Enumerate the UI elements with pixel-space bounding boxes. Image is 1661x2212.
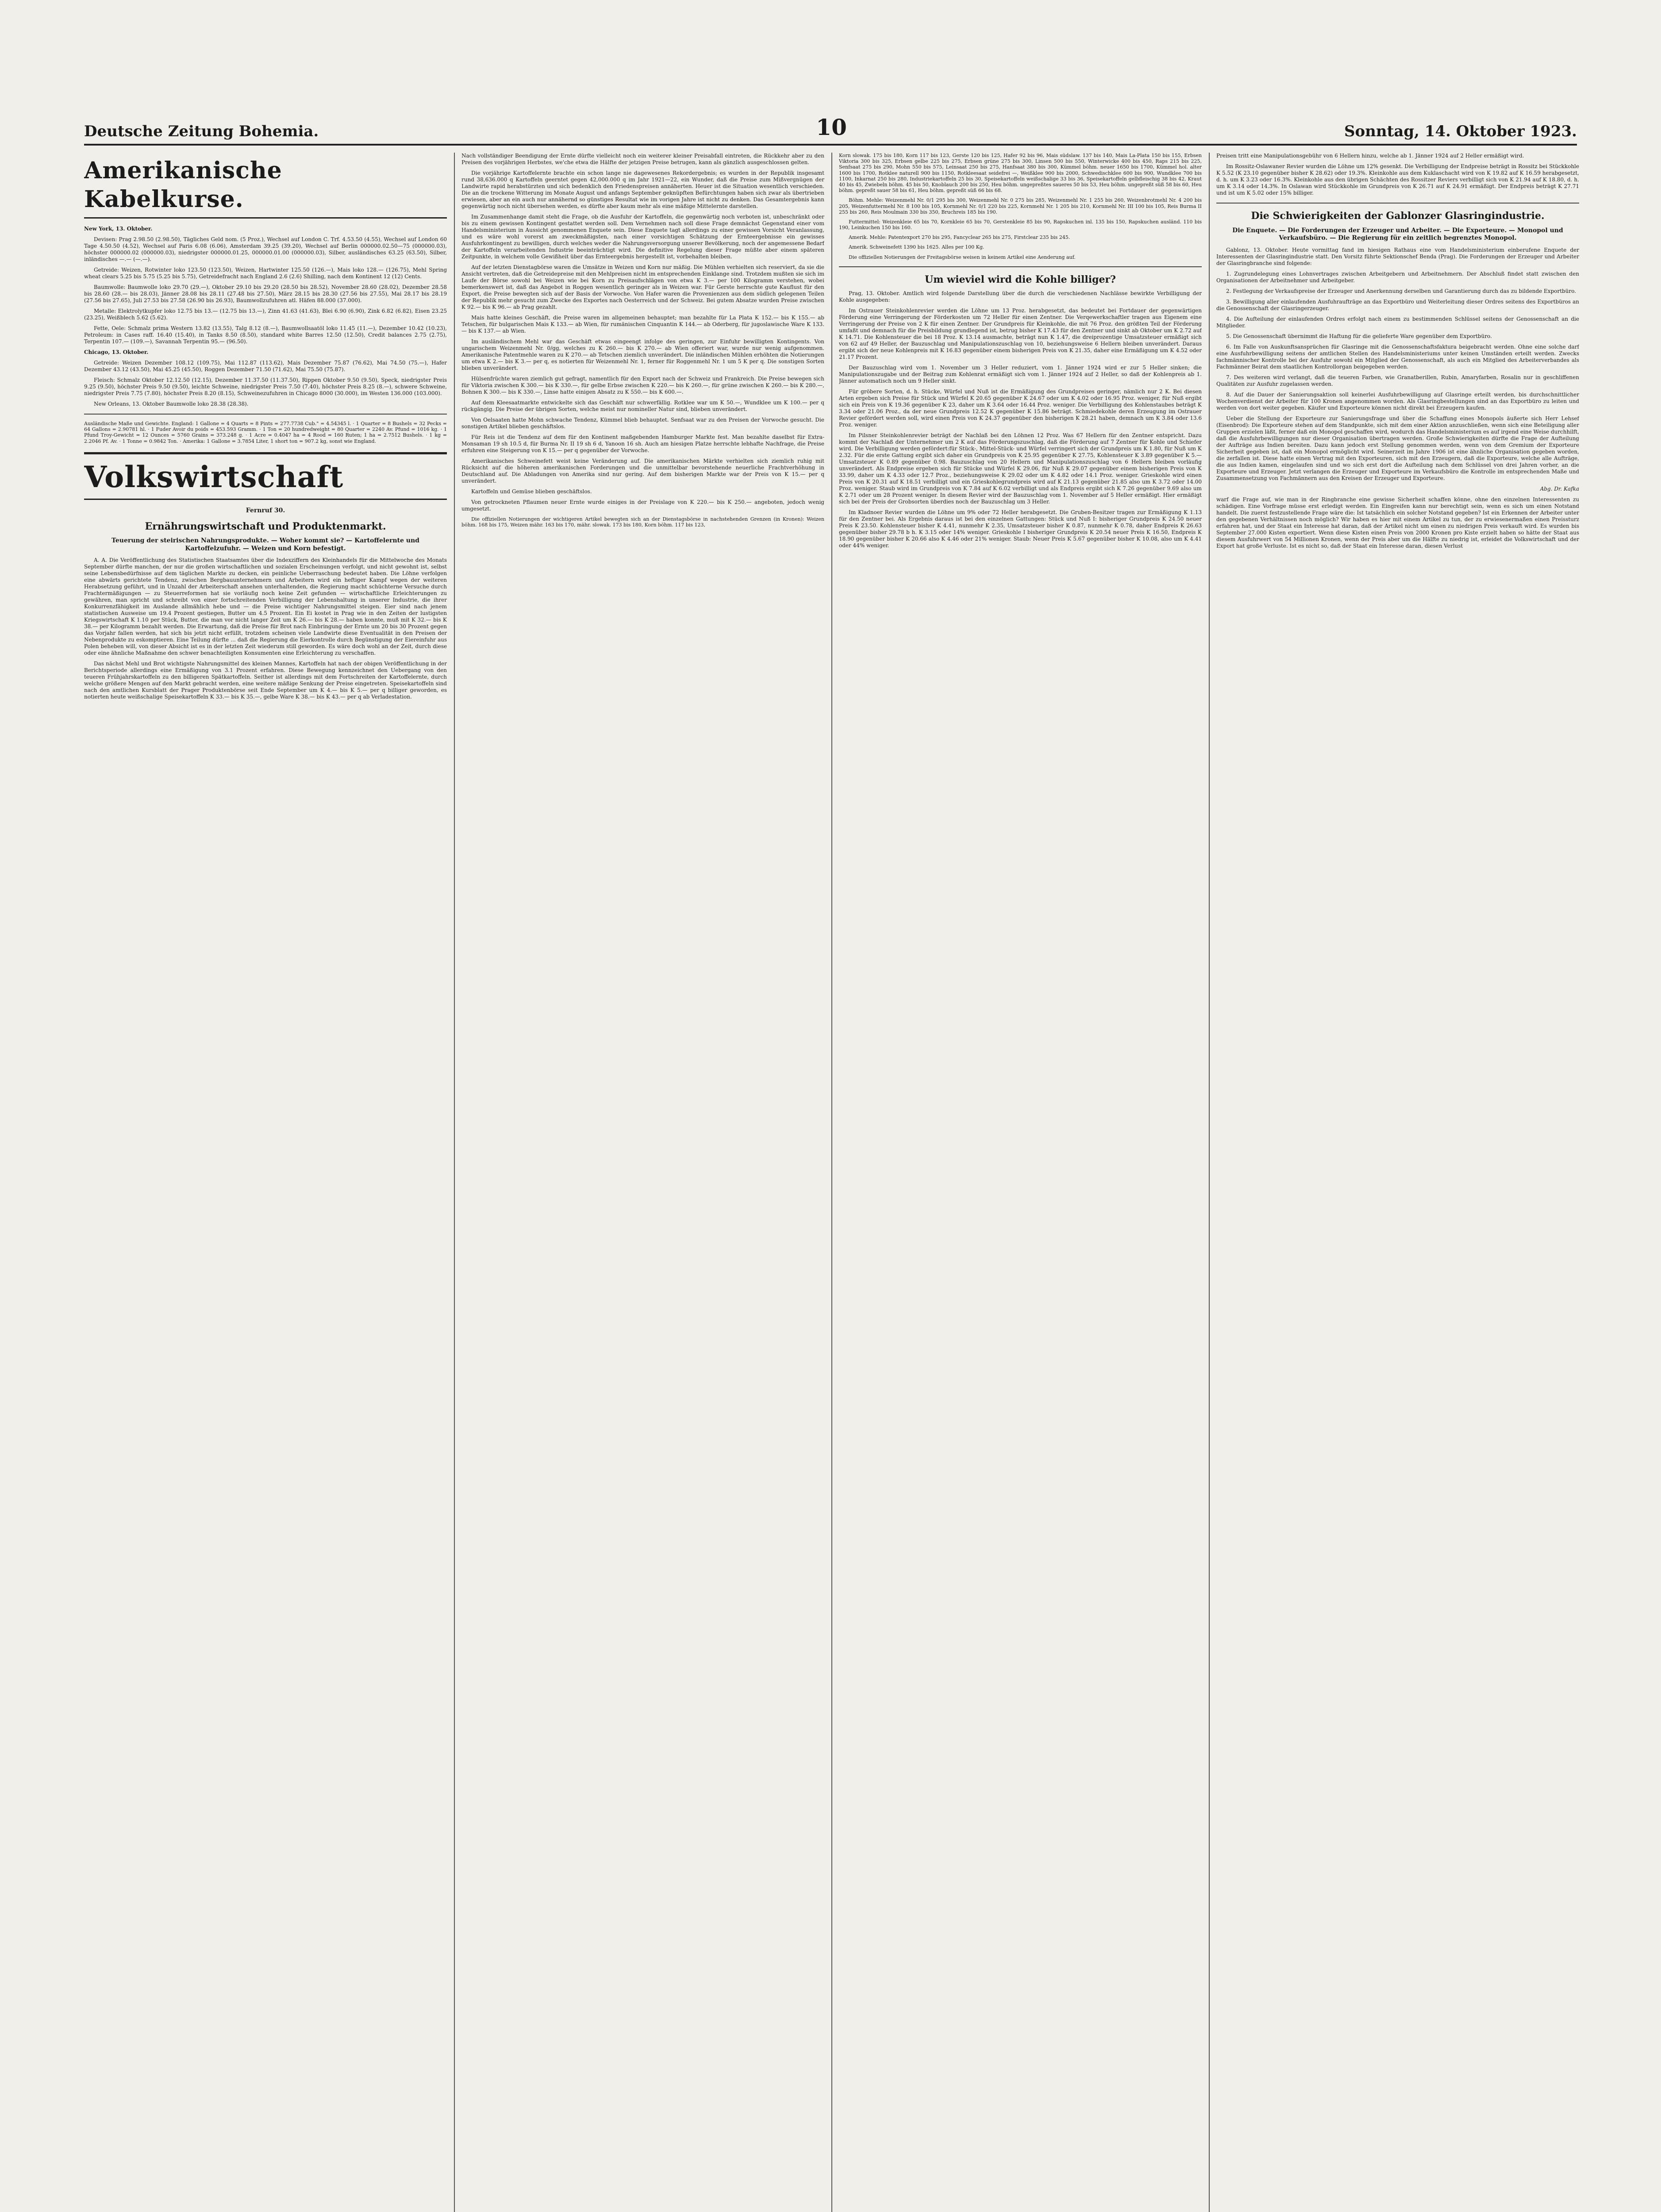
- paragraph: 2. Festlegung der Verkaufspreise der Erzeuger und Anerkennung derselben und Garantierung durch das zu bildende Exportbüro.: [1226, 288, 1576, 294]
- cable-rates-title: Amerikanische Kabelkurse.: [84, 156, 447, 219]
- section-title: Volkswirtschaft: [84, 459, 447, 500]
- paragraph: Im Zusammenhange damit steht die Frage, ob die Ausfuhr der Kartoffeln, die gegenwärtig noch verboten ist, unbeschränkt oder bis zu einem gewissen Kontingent gestattet werden soll. Dem Vernehmen nach soll diese Frage demnächst Gegenstand einer vom Handelsministerium in Aussicht genommenen Enquete sein. Diese Enquete tagt allerdings zu einer gewissen Vorsicht Veranlassung, und es wäre wohl vorerst am zweckmäßigsten, nach einer vorsichtigen Schätzung der Ernteergebnisse ein gewisses Ausfuhrkontingent zu bewilligen, durch welches weder die Nahrungsversorgung unserer Bevölkerung, noch der angemessene Bedarf der Kartoffeln verarbeitenden Industrie beeinträchtigt wird. Die definitive Regelung dieser Frage müßte aber einem späteren Zeitpunkte, in welchem volle Gewißheit über das Ernteergebnis hergestellt ist, vorbehalten bleiben.: [461, 214, 824, 260]
- article-subtitle: Die Enquete. — Die Forderungen der Erzeuger und Arbeiter. — Die Exporteure. — Monopol und Verkaufsbüro. — Die Regierung für ein zeitlich begrenztes Monopol.: [1232, 227, 1563, 242]
- price-list: Korn slowak. 175 bis 180, Korn 117 bis 123, Gerste 120 bis 125, Hafer 92 bis 96, Mais südslaw. 137 bis 140, Mais La-Plata 150 bis 155, Erbsen Viktoria 300 bis 325, Erbsen gelbe 225 bis 275, Erbsen grüne 275 bis 300, Linsen 500 bis 550, Winterwicke 400 bis 450, Raps 215 bis 225, Senfsaat 275 bis 290, Mohn 550 bis 575, Leinsaat 250 bis 275, Hanfsaat 380 bis 300, Kümmel böhm. neuer 1650 bis 1700, Kümmel hol. alter 1600 bis 1700, Rotklee naturell 900 bis 1150, Rotkleesaat seidefrei —, Weißklee 900 bis 2000, Schwedischklee 600 bis 900, Wundklee 700 bis 1100, Inkarnat 250 bis 280, Industriekartoffeln 25 bis 30, Speisekartoffeln weißschalige 33 bis 36, Speisekartoffeln gelbfleischig 38 bis 42, Kraut 40 bis 45, Zwiebeln böhm. 45 bis 50, Knoblauch 200 bis 250, Heu böhm. ungepreßtes saueres 50 bis 53, Heu böhm. ungepreßt süß 58 bis 60, Heu böhm. gepreßt sauer 58 bis 61, Heu böhm. gepreßt süß 66 bis 68.: [839, 153, 1202, 194]
- paragraph: 3. Bewilligung aller einlaufenden Ausfuhraufträge an das Exportbüro und Weiterleitung dieser Ordres seitens des Exportbüros an die Genossenschaft der Glasringerzeuger.: [1216, 298, 1579, 311]
- paragraph: Im Pilsner Steinkohlenrevier beträgt der Nachlaß bei den Löhnen 12 Proz. Was 67 Hellern für den Zentner entspricht. Dazu kommt der Nachlaß der Unternehmer um 2 K auf das Förderungszuschlag, daß die Förderung auf 7 Zentner für Kohle und Schiefer wird. Die Verbilligung werden gefördert:für Stück-, Mittel-Stück- und Würfel verringert sich der Grundpreis um K 1.80, für Nuß um K 2.32. Für die erste Gattung ergibt sich daher ein Grundpreis von K 25.95 gegenüber K 27.75, Kohlensteuer K 3.89 gegenüber K 5.— Umsatzsteuer K 0.89 gegenüber 0.98. Bauzuschlag von 20 Hellern und Manipulationszuschlag von 6 Hellern bleiben vorläufig unverändert. Als Endpreise ergeben sich für Stücke und Würfel K 29.06, für Nuß K 29.07 gegenüber einem bisherigen Preis von K 33.99, daher um K 4.33 oder 12.7 Proz., beziehungsweise K 29.02 oder um K 4.82 oder 14.1 Proz. weniger. Grieskohle wird einen Preis von K 20.31 auf K 18.51 verbilligt und ein Grieskohlegrundpreis wird auf K 21.13 gegenüber 21.85 also um K 3.72 oder 14.00 Proz. weniger. Staub wird im Grundpreis von K 7.84 auf K 6.02 verbilligt und als Endpreis ergibt sich K 7.26 gegenüber 9.69 also um K 2.71 oder um 28 Prozent weniger. In diesem Revier wird der Bauzuschlag vom 1. November auf 5 Heller ermäßigt. Hier ermäßigt sich bei der Preis der Grobsorten überdies noch der Bauzuschlag um 3 Heller.: [839, 432, 1202, 505]
- paragraph: Getreide: Weizen, Rotwinter loko 123.50 (123.50), Weizen, Hartwinter 125.50 (126.—), Mais loko 128.— (126.75), Mehl Spring wheat clears 5.25 bis 5.75 (5.25 bis 5.75), Getreidefracht nach England 2.6 (2.6) Shilling, nach dem Kontinent 12 (12) Cents.: [84, 267, 447, 280]
- column-1: [84, 153, 447, 2212]
- paragraph: A. A. Die Veröffentlichung des Statistischen Staatsamtes über die Indexziffern des Kleinhandels für die Mittelwoche des Monats September dürfte manchen, der nur die großen wirtschaftlichen und sozialen Erscheinungen verfolgt, und nicht gewohnt ist, selbst seine Lebensbedürfnisse auf dem täglichen Markte zu decken, ein peinliche Ueberraschung bedeutet haben. Die Löhne verfolgen eine abwärts gerichtete Tendenz, zwischen Bergbauunternehmern und Arbeitern wird ein heftiger Kampf wegen der weiteren Herabsetzung geführt, und in Unzahl der Arbeiterschaft ansehen unterhaltenden, die Regierung macht schüchterne Versuche durch Frachtermäßigungen — zu Steuerreformen hat sie vorläufig noch keine Zeit gefunden — wirtschaftliche Erleichterungen zu gewähren, man spricht und schreibt von einer fortschreitenden Verbilligung der Lebenshaltung in unserer Industrie, die ihrer Konkurrenzfähigkeit im Auslande allmählich hebe und — die Preise wichtiger Nahrungsmittel steigen. Eier sind nach jenem statistischen Ausweise um 19.4 Prozent gestiegen, Butter um 4.5 Prozent. Ein Ei kostet in Prag wie in den Zeiten der lustigsten Kriegswirtschaft K 1.10 per Stück, Butter, die man vor nicht langer Zeit um K 26.— bis K 28.— haben konnte, muß mit K 32.— bis K 38.— per Kilogramm bezahlt werden. Die Erwartung, daß die Preise für Brot nach Einbringung der Ernte um 20 bis 30 Prozent gegen das Vorjahr fallen werden, hat sich bis jetzt nicht erfüllt, trotzdem scheinen viele Landwirte diese Eventualität in den Preisen der Nebenprodukte zu eskomptieren. Eine Teilung dürfte ... daß die Regierung die Eierkontrolle durch Begünstigung der Eiereinfuhr aus Polen beheben will, von dieser Absicht ist es in der letzten Zeit wiederum still geworden. Es wäre doch wohl an der Zeit, durch diese oder eine ähnliche Maßnahme den schwer benachteiligten Konsumenten eine Erleichterung zu verschaffen.: [84, 557, 447, 657]
- article-columns: [84, 153, 1580, 2212]
- paragraph: Gablonz, 13. Oktober. Heute vormittag fand im hiesigen Rathaus eine vom Handelsministerium einberufene Enquete der Interessenten der Glasringindustrie statt. Den Vorsitz führte Sektionschef Benda (Prag). Die Forderungen der Erzeuger und Arbeiter der Glasringbranche sind folgende:: [1216, 246, 1579, 266]
- paragraph: Kartoffeln und Gemüse blieben geschäftslos.: [471, 488, 592, 495]
- measures-note: Ausländische Maße und Gewichte. England: 1 Gallone = 4 Quarts = 8 Pints = 277.7738 Cub." = 4.54345 l. · 1 Quarter = 8 Bushels = 32 Pecks = 64 Gallons = 2.90781 hl. · 1 Fuder Avoir du poids = 453.593 Gramm. · 1 Ton = 20 hundredweight = 80 Quarter = 2240 Av. Pfund = 1016 kg. · 1 Pfund Troy-Gewicht = 12 Ounces = 5760 Grains = 373.248 g. · 1 Acre = 0.4047 ha = 4 Rood = 160 Ruten; 1 ha = 2.7512 Bushels. · 1 kg = 2.2046 Pf. Av. · 1 Tonne = 0.9842 Ton. · Amerika: 1 Gallone = 3.7854 Liter, 1 short ton = 907.2 kg, sonst wie England.: [84, 421, 447, 444]
- paragraph: Prag, 13. Oktober. Amtlich wird folgende Darstellung über die durch die verschiedenen Nachlässe bewirkte Verbilligung der Kohle ausgegeben:: [839, 290, 1202, 303]
- paragraph: Das nächst Mehl und Brot wichtigste Nahrungsmittel des kleinen Mannes, Kartoffeln hat nach der obigen Veröffentlichung in der Berichtsperiode allerdings eine Ermäßigung von 3.1 Prozent erfahren. Diese Bewegung kennzeichnet den Uebergang von den teueren Frühjahrskartoffeln zu den billigeren Spätkartoffeln. Seither ist allerdings mit dem Fortschreiten der Kartoffelernte, durch welche größere Mengen auf den Markt gebracht werden, eine weitere mäßige Senkung der Preise eingetreten. Speisekartoffeln sind nach den amtlichen Kursblatt der Prager Produktenbörse seit Ende September um K 4.— bis K 5.— per q billiger geworden, es notierten heute weißschalige Speisekartoffeln K 33.— bis K 35.—, gelbe Ware K 38.— bis K 43.— per q ab Verladestation.: [84, 661, 447, 700]
- paragraph: Für gröbere Sorten, d. h. Stücke, Würfel und Nuß ist die Ermäßigung des Grundpreises geringer, nämlich nur 2 K. Bei diesen Arten ergeben sich Preise für Stück und Würfel K 20.65 gegenüber K 24.67 oder um K 4.02 oder 16.95 Proz. weniger, für Nuß ergibt sich ein Preis von K 19.36 gegenüber K 23, daher um K 3.64 oder 16.44 Proz. weniger. Die Verbilligung des Kohlenstaubes beträgt K 3.34 oder 21.06 Proz., da der neue Grundpreis 12.52 K gegenüber K 15.86 beträgt. Schmiedekohle deren Erzeugung im Ostrauer Revier gefördert werden soll, wird einen Preis von K 24.37 gegenüber den bisherigen K 28.21 haben, demnach um K 3.84 oder 13.6 Proz. weniger.: [839, 388, 1202, 428]
- column-4: [1216, 153, 1579, 2212]
- paragraph: 8. Auf die Dauer der Sanierungsaktion soll keinerlei Ausfuhrbewilligung auf Glasringe erteilt werden, bis durchschnittlicher Wochenverdienst der Arbeiter für 100 Kronen angenommen worden. Als Glasringbestellungen sind an das Exportbüro zu leiten und werden von dort weiter gegeben. Käufer und Exporteure können nicht direkt bei Erzeugern kaufen.: [1216, 391, 1579, 411]
- article-subtitle: Teuerung der steirischen Nahrungsprodukte. — Woher kommt sie? — Kartoffelernte und Kartoffelzufuhr. — Weizen und Korn befestigt.: [112, 537, 419, 552]
- divider: [84, 414, 447, 415]
- article-title: Ernährungswirtschaft und Produktenmarkt.: [145, 520, 386, 532]
- dateline: Chicago, 13. Oktober.: [84, 349, 149, 355]
- price-list: Futtermittel: Weizenkleie 65 bis 70, Kornkleie 65 bis 70, Gerstenkleie 85 bis 90, Rapskuchen inl. 135 bis 150, Rapskuchen ausländ. 110 bis 190, Leinkuchen 150 bis 160.: [839, 219, 1202, 231]
- column-rule: [454, 153, 455, 2212]
- paragraph: Baumwolle: Baumwolle loko 29.70 (29.—), Oktober 29.10 bis 29.20 (28.50 bis 28.52), November 28.60 (28.02), Dezember 28.58 bis 28.60 (28.— bis 28.03), Jänner 28.08 bis 28.11 (27.48 bis 27.50), März 28.15 bis 28.30 (27.56 bis 27.55), Mai 28.17 bis 28.19 (27.56 bis 27.65), Juli 27.53 bis 27.58 (26.90 bis 26.93), Baumwollzufuhren atl. Häfen 88.000 (37.000).: [84, 284, 447, 303]
- column-rule: [1209, 153, 1210, 2212]
- paragraph: Mais hatte kleines Geschäft, die Preise waren im allgemeinen behauptet; man bezahlte für La Plata K 152.— bis K 155.— ab Tetschen, für bulgarischen Mais K 133.— ab Wien, für rumänischen Cinquantin K 144.— ab Oderberg, für jugoslawische Ware K 133.— bis K 137.— ab Wien.: [461, 315, 824, 334]
- paragraph: Von Oelsaaten hatte Mohn schwache Tendenz, Kümmel blieb behauptet. Senfsaat war zu den Preisen der Vorwoche gesucht. Die sonstigen Artikel blieben geschäftslos.: [461, 417, 824, 430]
- paragraph: Im Kladnoer Revier wurden die Löhne um 9% oder 72 Heller herabgesetzt. Die Gruben-Besitzer tragen zur Ermäßigung K 1.13 für den Zentner bei. Als Ergebnis daraus ist bei den einzelnen Gattungen: Stück und Nuß I: bisheriger Grundpreis K 24.50 neuer Preis K 23.50. Kohlensteuer bisher K 4.41, nunmehr K 2.35, Umsatzsteuer bisher K 0.87, nunmehr K 0.78, daher Endpreis K 26.63 gegenüber bisher 29.78 b h. K 3.15 oder 14% weniger. Grieskohle I bisheriger Grundpreis K 20.54 neuer Preis K 16.50, Endpreis K 18.90 gegenüber bisher K 20.66 also K 4.46 oder 21% weniger. Staub: Neuer Preis K 5.67 gegenüber bisher K 10.08, also um K 4.41 oder 44% weniger.: [839, 509, 1202, 549]
- paragraph: Ueber die Stellung der Exporteure zur Sanierungsfrage und über die Schaffung eines Monopols äußerte sich Herr Lehsef (Eisenbrod): Die Exporteure stehen auf dem Standpunkte, sich mit dem einer Aktion anzuschließen, wenn sich eine Beteiligung aller Gruppen erzielen läßt, ferner daß ein Monopol geschaffen wird, wodurch das Handelsministerium es auf irgend eine Weise durchhilft, daß die Ausfuhrbewilligungen nur dieser Organisation übertragen werden. Große Schwierigkeiten dürfte die Frage der Aufteilung der Aufträge aus Indien bereiten. Dazu kann jedoch erst Stellung genommen werden, wenn von dem Gremium der Exporteure Sicherheit gegeben ist, daß ein Monopol ermöglicht wird. Seinerzeit im Jahre 1906 ist eine ähnliche Organisation gegeben worden, die zerfallen ist. Diese hatte einen Vertrag mit den Exporteuren, sich mit den Erzeugern, daß die Exporteure, welche alle Aufträge, die aus Indien kamen, eingelaufen sind und wo sich erst dort die Aufteilung nach dem Schlüssel von drei Jahren vorher, an die Exporteure und Erzeuger. Jetzt verlangen die Erzeuger und Exporteure im Verkaufsbüro die Kontrolle im entsprechenden Maße und Zusammensetzung von Fachmännern aus den Kreisen der Erzeuger und Exporteure.: [1216, 415, 1579, 481]
- price-note: Die offiziellen Notierungen der wichtigeren Artikel bewegten sich an der Dienstagsbörse in nachstehenden Grenzen (in Kronen): Weizen böhm. 168 bis 175, Weizen mähr. 163 bis 170, mähr. slowak. 173 bis 180, Korn böhm. 117 bis 123,: [461, 516, 824, 528]
- paragraph: Fleisch: Schmalz Oktober 12.12.50 (12.15), Dezember 11.37.50 (11.37.50), Rippen Oktober 9.50 (9.50), Speck, niedrigster Preis 9.25 (9.50), höchster Preis 9.50 (9.50), leichte Schweine, niedrigster Preis 7.50 (7.40), höchster Preis 8.25 (8.—), schwere Schweine, niedrigster Preis 7.75 (7.80), höchster Preis 8.20 (8.15), Schweinezufuhren in Chicago 8000 (30.000), im Westen 136.000 (103.000).: [84, 377, 447, 396]
- paragraph: Hülsenfrüchte waren ziemlich gut gefragt, namentlich für den Export nach der Schweiz und Frankreich. Die Preise bewegen sich für Viktoria zwischen K 300.— bis K 330.—, für gelbe Erbse zwischen K 220.— bis K 260.—, für grüne zwischen K 260.— bis K 280.—, Bohnen K 300.— bis K 330.—, Linse hatte einigen Absatz zu K 550.— bis K 600.—.: [461, 376, 824, 395]
- paragraph: Für Reis ist die Tendenz auf dem für den Kontinent maßgebenden Hamburger Markte fest. Man bezahlte daselbst für Extra-Monsaman 19 sh 10.5 d, für Burma Nr. II 19 sh 6 d, Yanoon 16 sh. Auch am hiesigen Platze herrschte lebhafte Nachfrage, die Preise erfuhren eine Steigerung von K 15.— per q gegenüber der Vorwoche.: [461, 434, 824, 453]
- divider: [1216, 203, 1579, 204]
- dateline: New York, 13. Oktober.: [84, 226, 153, 232]
- column-3: [839, 153, 1202, 2212]
- article-title: Um wieviel wird die Kohle billiger?: [925, 273, 1116, 285]
- paragraph: 4. Die Aufteilung der einlaufenden Ordres erfolgt nach einem zu bestimmenden Schlüssel seitens der Genossenschaft an die Mitglieder.: [1216, 315, 1579, 329]
- price-list: Böhm. Mehle: Weizenmehl Nr. 0/1 295 bis 300, Weizenmehl Nr. 0 275 bis 285, Weizenmehl Nr. 1 255 bis 260, Weizenbrotmehl Nr. 4 200 bis 205, Weizenfuttermehl Nr. 8 100 bis 105, Kornmehl Nr. 0/1 220 bis 225, Kornmehl Nr. 1 205 bis 210, Kornmehl Nr. III 100 bis 105, Reis Burma II 255 bis 260, Reis Moulmain 330 bis 350, Bruchreis 185 bis 190.: [839, 197, 1202, 215]
- paragraph: Preisen tritt eine Manipulationsgebühr von 6 Hellern hinzu, welche ab 1. Jänner 1924 auf 2 Heller ermäßigt wird.: [1216, 153, 1524, 159]
- paragraph: Die vorjährige Kartoffelernte brachte ein schon lange nie dagewesenes Rekordergebnis; es wurden in der Republik insgesamt rund 38,636.000 q Kartoffeln geerntet gegen 42,000.000 q im Jahr 1921—22, ein Wunder, daß die Preise zum Mißvergnügen der Landwirte rapid herabstürzten und sich bedenklich den Friedenspreisen annäherten. Heuer ist die Situation wesentlich verschieden. Die an die trockene Witterung im Monate August und anfangs September geknüpften Befürchtungen haben sich zwar als übertrieben erwiesen, aber an ein auch nur annähernd so günstiges Resultat wie im vorigen Jahre ist nicht zu denken. Das Gesamtergebnis kann gegenwärtig noch nicht übersehen werden, es dürfte aber kaum mehr als eine mäßige Mittelernte darstellen.: [461, 170, 824, 209]
- page-number: 10: [816, 114, 847, 140]
- newspaper-name: Deutsche Zeitung Bohemia.: [84, 123, 319, 140]
- column-rule: [831, 153, 832, 2212]
- issue-date: Sonntag, 14. Oktober 1923.: [1344, 123, 1577, 140]
- paragraph: Devisen: Prag 2.98.50 (2.98.50), Tägliches Geld nom. (5 Proz.), Wechsel auf London C. Trf. 4.53.50 (4.55), Wechsel auf London 60 Tage 4.50.50 (4.52), Wechsel auf Paris 6.08 (6.06), Amsterdam 39.25 (39.20), Wechsel auf Berlin 000000.02.50—75 (000000.03), höchster 000000.02 (000000.03), niedrigster 000000.01.25, 000000.01.00 (000000.03), Silber, ausländisches 63.25 (63.50), Silber, inländisches —.— (—.—).: [84, 236, 447, 262]
- paragraph: 7. Des weiteren wird verlangt, daß die teueren Farben, wie Granatberillen, Rubin, Amaryfarben, Rosalin nur in geschliffenen Qualitäten zur Ausfuhr zugelassen werden.: [1216, 374, 1579, 387]
- paragraph: Im ausländischem Mehl war das Geschäft etwas eingeengt infolge des geringen, zur Einfuhr bewilligten Kontingents. Von ungarischem Weizenmehl Nr. 0/gg, welches zu K 260.— bis K 270.— ab Wien offeriert war, wurde nur wenig aufgenommen. Amerikanische Patentmehle waren zu K 270.— ab Tetschen ziemlich unverändert. Die inländischen Mühlen erhöhten die Notierungen um etwa K 2.— bis K 3.— per q, es notierten für Weizenmehl Nr. 1, ferner für Roggenmehl Nr. 1 um 5 K per q. Die sonstigen Sorten blieben unverändert.: [461, 338, 824, 371]
- paragraph: 1. Zugrundelegung eines Lohnvertrages zwischen Arbeitgebern und Arbeitnehmern. Der Abschluß findet statt zwischen den Organisationen der Arbeitnehmer und Arbeitgeber.: [1216, 270, 1579, 284]
- price-note: Die offiziellen Notierungen der Freitagsbörse weisen in keinem Artikel eine Aenderung auf.: [849, 254, 1076, 260]
- paragraph: Nach vollständiger Beendigung der Ernte dürfte vielleicht noch ein weiterer kleiner Preisabfall eintreten, die Rückkehr aber zu den Preisen des vorjährigen Herbstes, we'che etwa die Hälfte der jetzigen Preise betrugen, kann als gänzlich ausgeschlossen gelten.: [461, 153, 824, 165]
- price-list: Amerik. Schweinefett 1390 bis 1625. Alles per 100 Kg.: [849, 244, 984, 250]
- paragraph: Auf der letzten Dienstagbörse waren die Umsätze in Weizen und Korn nur mäßig. Die Mühlen verhielten sich reserviert, da sie die Ansicht vertreten, daß die Getreidepreise mit den Mehlpreisen nicht im entsprechenden Einklange sind. Trotzdem mußten sie sich im Laufe der Börse sowohl bei Weizen wie bei Korn zu Preisaufschlägen von etwa K 3.— per 100 Kilogramm verstehen, wobei bemerkenswert ist, daß das Angebot in Roggen wesentlich geringer als in Weizen war. Für Gerste herrschte gute Kauflust für den Export, die Preise bewegten sich auf der Basis der Vorwoche. Von Hafer waren die Provenienzen aus dem südlich gelegenen Teilen der Republik mehr gesucht zum Zwecke des Exportes nach Oesterreich und der Schweiz. Bei gutem Absatze wurden Preise zwischen K 92.— bis K 96.— ab Prag gezahlt.: [461, 264, 824, 310]
- paragraph: Getreide: Weizen Dezember 108.12 (109.75), Mai 112.87 (113.62), Mais Dezember 75.87 (76.62), Mai 74.50 (75.—), Hafer Dezember 43.12 (43.50), Mai 45.25 (45.50), Roggen Dezember 71.50 (71.62), Mai 75.50 (75.87).: [84, 360, 447, 373]
- price-list: Amerik. Mehle: Patentexport 270 bis 295, Fancyclear 265 bis 275, Firstclear 235 bis 245.: [849, 234, 1070, 241]
- divider: [839, 266, 1202, 267]
- paragraph: Im Rossitz-Oslawaner Revier wurden die Löhne um 12% gesenkt. Die Verbilligung der Endpreise beträgt in Rossitz bei Stückkohle K 5.52 (K 23.10 gegenüber bisher K 28.62) oder 19.3%. Kleinkohle aus dem Kuklaschacht wird von K 19.82 auf K 16.59 herabgesetzt, d. h. um K 3.23 oder 16.3%. Kleinkohle aus den übrigen Schächten des Rossitzer Reviers verbilligt sich von K 21.94 auf K 18.80, d. h. um K 3.14 oder 14.3%. In Oslawan wird Stückkohle im Grundpreis von K 26.71 auf K 24.91 ermäßigt. Der Endpreis beträgt K 27.71 und ist um K 5.02 oder 15% billiger.: [1216, 163, 1579, 196]
- speaker-name: Abg. Dr. Kafka: [1540, 485, 1579, 492]
- paragraph: Im Ostrauer Steinkohlenrevier werden die Löhne um 13 Proz. herabgesetzt, das bedeutet bei Fortdauer der gegenwärtigen Förderung eine Verringerung der Förderkosten um 72 Heller für einen Zentner. Die Verqewerkschaftler tragen aus Eigenem eine Verringerung der Preise von 2 K für einen Zentner. Der Grundpreis für Kleinkohle, die mit 76 Proz. den größten Teil der Förderung umfaßt und demnach für die Preisbildung grundlegend ist, betrug bisher K 17.43 für den Zentner und sinkt ab Oktober um K 2.72 auf K 14.71. Die Kohlensteuer die bei 18 Proz. K 13.14 ausmachte, beträgt nun K 1.47, die dreiprozentige Umsatzsteuer ermäßigt sich von 62 auf 49 Heller, der Bauzuschlag und Manipulationszuschlag von 10, beziehungsweise 6 Hellern bleiben unverändert. Daraus ergibt sich der neue Kohlenpreis mit K 16.83 gegenüber einem bisherigen Preis von K 21.35, daher eine Ermäßigung um K 4.52 oder 21.17 Prozent.: [839, 307, 1202, 361]
- paragraph: warf die Frage auf, wie man in der Ringbranche eine gewisse Sicherheit schaffen könne, ohne den einzelnen Interessenten zu schädigen. Eine Vorfrage müsse erst erledigt werden. Ein Eingreifen kann nur berechtigt sein, wenn es sich um einen Notstand handelt. Die zuerst festzustellende Frage wäre die: Ist tatsächlich ein solcher Notstand gegeben? Ist ein Erkennen der Arbeiter unter den gegebenen Verhältnissen noch möglich? Wir haben es hier mit einem Artikel zu tun, der zu erwiesenermaßen einen Preissturz erfahren hat, und der Staat ein Interesse hat daran, daß der Artikel nicht um einen zu niedrigen Preis verkauft wird. Es wurden bis September 27.000 Kisten exportiert. Wenn diese Kisten einen Preis von 2000 Kronen pro Kiste erzielt haben so hätte der Staat aus diesem Ausfuhrwert von 54 Millionen Kronen, wenn der Preis aber um die Hälfte zu niedrig ist, erleidet die Volkswirtschaft und der Export hat große Verluste. Ist es nicht so, daß der Staat ein Interesse daran, diesen Verlust: [1216, 496, 1579, 549]
- paragraph: Metalle: Elektrolytkupfer loko 12.75 bis 13.— (12.75 bis 13.—), Zinn 41.63 (41.63), Blei 6.90 (6.90), Zink 6.82 (6.82), Eisen 23.25 (23.25), Weißblech 5.62 (5.62).: [84, 308, 447, 321]
- section-phone: Fernruf 30.: [246, 507, 285, 515]
- paragraph: Amerikanisches Schweinefett weist keine Veränderung auf. Die amerikanischen Märkte verhielten sich ziemlich ruhig mit Rücksicht auf die höheren amerikanischen Forderungen und die unmittelbar bevorstehende neuerliche Frachtverhöhung in Deutschland auf. Die Abladungen von Amerika sind nur gering. Auf dem bisherigen Markte war der Preis von K 15.— per q unverändert.: [461, 458, 824, 484]
- page-header: [84, 113, 1577, 146]
- paragraph: 5. Die Genossenschaft übernimmt die Haftung für die gelieferte Ware gegenüber dem Exportbüro.: [1226, 333, 1492, 339]
- article-title: Die Schwierigkeiten der Gablonzer Glasringindustrie.: [1251, 210, 1545, 222]
- paragraph: New Orleans, 13. Oktober Baumwolle loko 28.38 (28.38).: [94, 401, 249, 407]
- paragraph: Von getrockneten Pflaumen neuer Ernte wurde einiges in der Preislage von K 220.— bis K 250.— angeboten, jedoch wenig umgesetzt.: [461, 499, 824, 512]
- column-2: [461, 153, 824, 2212]
- paragraph: Der Bauzuschlag wird vom 1. November um 3 Heller reduziert, vom 1. Jänner 1924 wird er zur 5 Heller sinken; die Manipulationszugabe und der Beitrag zum Kohlenrat ermäßigt sich vom 1. Jänner 1924 auf 2 Heller, so daß der Kohlenpreis ab 1. Jänner automatisch noch um 9 Heller sinkt.: [839, 365, 1202, 384]
- paragraph: Fette, Oele: Schmalz prima Western 13.82 (13.55), Talg 8.12 (8.—), Baumwollsaatöl loko 11.45 (11.—), Dezember 10.42 (10.23), Petroleum: in Cases raff. 16.40 (15.40), in Tanks 8.50 (8.50), standard white Barres 12.50 (12.50), Credit balances 2.75 (2.75), Terpentin 107.— (109.—), Savannah Terpentin 95.— (96.50).: [84, 325, 447, 345]
- paragraph: 6. Im Falle von Auskunftsansprüchen für Glasringe mit die Genossenschaftsfaktura beigebracht werden. Ohne eine solche darf eine Ausfuhrbewilligung seitens der amtlichen Stellen des Handelsministeriums unter keinen Umständen erteilt werden. Zwecks fachmännischer Kontrolle bei der Ausfuhr sowohl ein Mitglied der Genossenschaft, als auch ein Mitglied des Arbeiterverbandes als Fachmänner Beirat dem staatlichen Kontrollorgan beigegeben werden.: [1216, 343, 1579, 370]
- divider: [84, 452, 447, 454]
- paragraph: Auf dem Kleesaatmarkte entwickelte sich das Geschäft nur schwerfällig. Rotklee war um K 50.—, Wundklee um K 100.— per q rückgängig. Die Preise der übrigen Sorten, welche meist nur nomineller Natur sind, blieben unverändert.: [461, 399, 824, 412]
